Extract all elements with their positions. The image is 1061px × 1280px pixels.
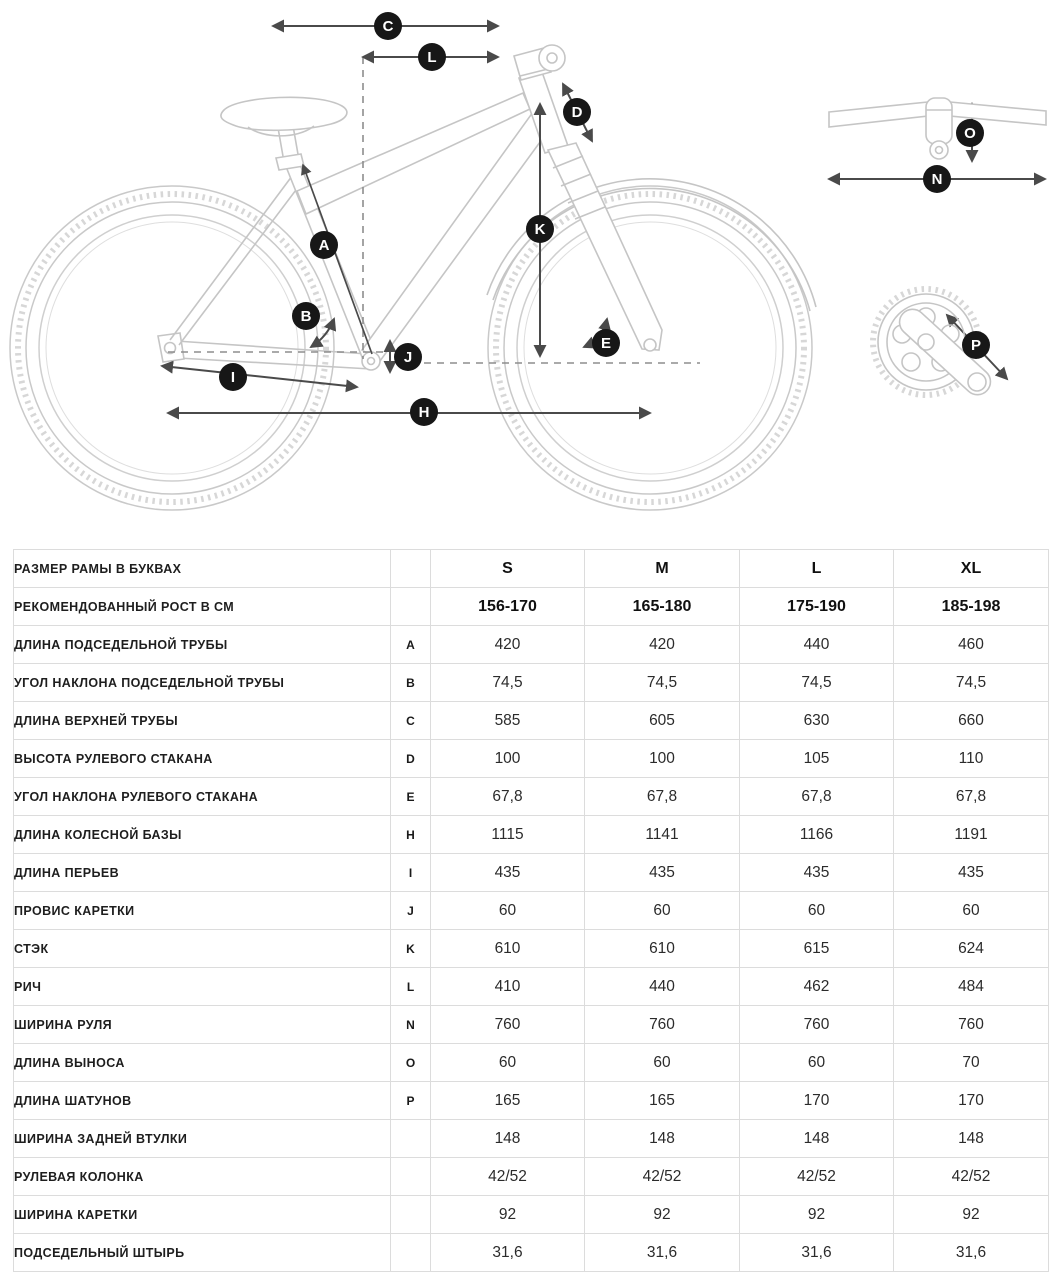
cell-value: 460 [894, 626, 1049, 664]
row-label: ПРОВИС КАРЕТКИ [14, 892, 391, 930]
row-letter: D [391, 740, 431, 778]
dim-letter-h: H [418, 404, 430, 422]
cell-value: 462 [740, 968, 894, 1006]
table-row [14, 550, 1049, 588]
row-letter: J [391, 892, 431, 930]
table-row [14, 968, 1049, 1006]
row-letter: O [391, 1044, 431, 1082]
cell-value: 92 [740, 1196, 894, 1234]
handlebar-top-view [829, 98, 1046, 159]
dim-label-i [219, 363, 247, 391]
cell-value: 74,5 [740, 664, 894, 702]
dim-label-b [292, 302, 320, 330]
table-row [14, 1196, 1049, 1234]
cell-value: 148 [740, 1120, 894, 1158]
row-label: ДЛИНА ВЫНОСА [14, 1044, 391, 1082]
cell-value: 100 [431, 740, 585, 778]
dim-letter-j: J [403, 349, 413, 367]
cell-value: 42/52 [894, 1158, 1049, 1196]
cell-value: 615 [740, 930, 894, 968]
row-label: ДЛИНА ВЕРХНЕЙ ТРУБЫ [14, 702, 391, 740]
bike-geometry-diagram [0, 0, 1061, 540]
row-label: ДЛИНА ШАТУНОВ [14, 1082, 391, 1120]
dim-letter-c: C [382, 18, 394, 36]
table-row [14, 1044, 1049, 1082]
cell-value: 156-170 [431, 588, 585, 626]
cell-value: 67,8 [894, 778, 1049, 816]
cell-value: 605 [585, 702, 740, 740]
cell-value: 630 [740, 702, 894, 740]
row-label: ШИРИНА ЗАДНЕЙ ВТУЛКИ [14, 1120, 391, 1158]
dim-label-o [956, 119, 984, 147]
row-label: РАЗМЕР РАМЫ В БУКВАХ [14, 550, 391, 588]
row-label: ДЛИНА ПЕРЬЕВ [14, 854, 391, 892]
dim-letter-a: A [318, 237, 330, 255]
cell-value: 435 [585, 854, 740, 892]
dim-label-p [962, 331, 990, 359]
row-letter: P [391, 1082, 431, 1120]
cell-value: 60 [431, 1044, 585, 1082]
cell-value: 420 [431, 626, 585, 664]
cell-value: 42/52 [740, 1158, 894, 1196]
cell-value: 92 [585, 1196, 740, 1234]
table-row [14, 1120, 1049, 1158]
cell-value: 110 [894, 740, 1049, 778]
cell-value: 165 [585, 1082, 740, 1120]
row-label: РУЛЕВАЯ КОЛОНКА [14, 1158, 391, 1196]
cell-value: 92 [431, 1196, 585, 1234]
row-label: РИЧ [14, 968, 391, 1006]
cell-value: 760 [431, 1006, 585, 1044]
row-letter: I [391, 854, 431, 892]
row-letter: B [391, 664, 431, 702]
row-letter: K [391, 930, 431, 968]
spec-table-body [14, 550, 1049, 1272]
cell-value: 31,6 [740, 1234, 894, 1272]
table-row [14, 1158, 1049, 1196]
cell-value: 67,8 [585, 778, 740, 816]
row-label: УГОЛ НАКЛОНА ПОДСЕДЕЛЬНОЙ ТРУБЫ [14, 664, 391, 702]
cell-value: 660 [894, 702, 1049, 740]
cell-value: 60 [431, 892, 585, 930]
dim-label-k [526, 215, 554, 243]
cell-value: 760 [740, 1006, 894, 1044]
cell-value: 484 [894, 968, 1049, 1006]
cell-value: 170 [740, 1082, 894, 1120]
dim-label-l [418, 43, 446, 71]
dim-letter-o: O [964, 125, 976, 143]
cell-value: M [585, 550, 740, 588]
table-row [14, 702, 1049, 740]
dim-label-h [410, 398, 438, 426]
cell-value: L [740, 550, 894, 588]
dim-letter-d: D [571, 104, 583, 122]
cell-value: 760 [894, 1006, 1049, 1044]
dim-letter-n: N [931, 171, 943, 189]
dim-label-a [310, 231, 338, 259]
table-row [14, 930, 1049, 968]
cell-value: 42/52 [585, 1158, 740, 1196]
cell-value: 175-190 [740, 588, 894, 626]
spec-table [13, 549, 1049, 1272]
cell-value: 165-180 [585, 588, 740, 626]
cell-value: S [431, 550, 585, 588]
cell-value: 100 [585, 740, 740, 778]
cell-value: 1191 [894, 816, 1049, 854]
dim-letter-l: L [427, 49, 437, 67]
table-row [14, 626, 1049, 664]
row-label: ШИРИНА КАРЕТКИ [14, 1196, 391, 1234]
row-letter: A [391, 626, 431, 664]
cell-value: 435 [740, 854, 894, 892]
cell-value: XL [894, 550, 1049, 588]
table-row [14, 664, 1049, 702]
row-letter: E [391, 778, 431, 816]
cell-value: 420 [585, 626, 740, 664]
table-row [14, 1234, 1049, 1272]
dim-letter-k: K [534, 221, 546, 239]
table-row [14, 892, 1049, 930]
cell-value: 440 [585, 968, 740, 1006]
table-row [14, 778, 1049, 816]
cell-value: 610 [431, 930, 585, 968]
cell-value: 185-198 [894, 588, 1049, 626]
dim-letter-i: I [230, 369, 236, 387]
row-letter [391, 588, 431, 626]
dim-letter-e: E [600, 335, 612, 353]
row-label: ВЫСОТА РУЛЕВОГО СТАКАНА [14, 740, 391, 778]
table-row [14, 854, 1049, 892]
cell-value: 435 [431, 854, 585, 892]
cell-value: 165 [431, 1082, 585, 1120]
cell-value: 1141 [585, 816, 740, 854]
cell-value: 67,8 [740, 778, 894, 816]
row-letter [391, 1234, 431, 1272]
row-letter [391, 1158, 431, 1196]
cell-value: 74,5 [431, 664, 585, 702]
cell-value: 74,5 [894, 664, 1049, 702]
cell-value: 610 [585, 930, 740, 968]
cell-value: 70 [894, 1044, 1049, 1082]
cell-value: 148 [894, 1120, 1049, 1158]
dim-label-j [394, 343, 422, 371]
row-letter: N [391, 1006, 431, 1044]
table-row [14, 1006, 1049, 1044]
cell-value: 148 [585, 1120, 740, 1158]
cell-value: 148 [431, 1120, 585, 1158]
cell-value: 42/52 [431, 1158, 585, 1196]
row-label: РЕКОМЕНДОВАННЫЙ РОСТ В СМ [14, 588, 391, 626]
cell-value: 92 [894, 1196, 1049, 1234]
dim-label-c [374, 12, 402, 40]
cell-value: 31,6 [431, 1234, 585, 1272]
cell-value: 440 [740, 626, 894, 664]
row-letter: H [391, 816, 431, 854]
row-label: ШИРИНА РУЛЯ [14, 1006, 391, 1044]
table-row [14, 1082, 1049, 1120]
cell-value: 67,8 [431, 778, 585, 816]
row-label: ПОДСЕДЕЛЬНЫЙ ШТЫРЬ [14, 1234, 391, 1272]
row-letter [391, 1196, 431, 1234]
cell-value: 410 [431, 968, 585, 1006]
cell-value: 435 [894, 854, 1049, 892]
cell-value: 624 [894, 930, 1049, 968]
row-letter [391, 550, 431, 588]
dim-label-d [563, 98, 591, 126]
cell-value: 105 [740, 740, 894, 778]
row-letter [391, 1120, 431, 1158]
cell-value: 1166 [740, 816, 894, 854]
dim-letter-b: B [300, 308, 312, 326]
cell-value: 585 [431, 702, 585, 740]
row-label: ДЛИНА ПОДСЕДЕЛЬНОЙ ТРУБЫ [14, 626, 391, 664]
cell-value: 31,6 [894, 1234, 1049, 1272]
table-row [14, 740, 1049, 778]
cell-value: 60 [894, 892, 1049, 930]
cell-value: 170 [894, 1082, 1049, 1120]
bike-frame [158, 45, 662, 370]
row-label: УГОЛ НАКЛОНА РУЛЕВОГО СТАКАНА [14, 778, 391, 816]
dim-letter-p: P [970, 337, 982, 355]
dim-label-e [592, 329, 620, 357]
row-letter: C [391, 702, 431, 740]
dim-arrow-i [162, 366, 357, 387]
row-letter: L [391, 968, 431, 1006]
cell-value: 60 [585, 892, 740, 930]
cell-value: 60 [740, 1044, 894, 1082]
cell-value: 60 [585, 1044, 740, 1082]
cell-value: 74,5 [585, 664, 740, 702]
row-label: ДЛИНА КОЛЕСНОЙ БАЗЫ [14, 816, 391, 854]
cell-value: 60 [740, 892, 894, 930]
cell-value: 760 [585, 1006, 740, 1044]
row-label: СТЭК [14, 930, 391, 968]
cell-value: 31,6 [585, 1234, 740, 1272]
dim-label-n [923, 165, 951, 193]
table-row [14, 816, 1049, 854]
table-row [14, 588, 1049, 626]
cell-value: 1115 [431, 816, 585, 854]
